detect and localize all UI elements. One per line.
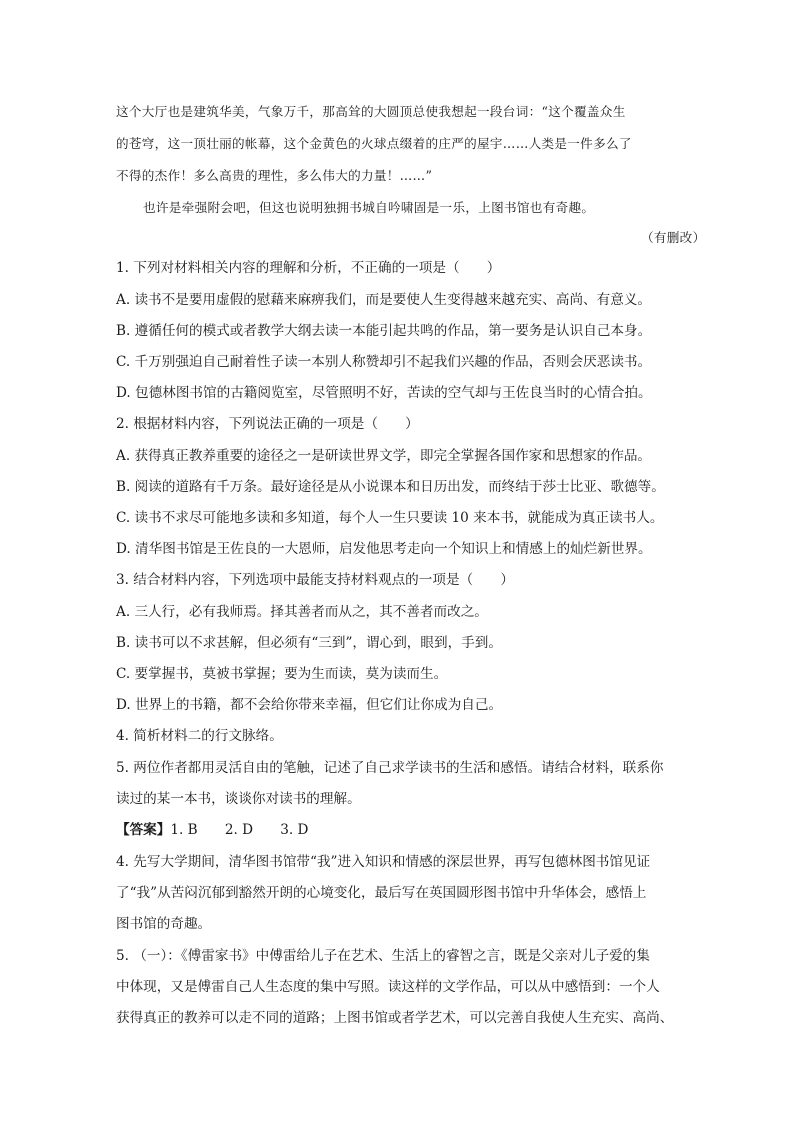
question-1-option-c: C. 千万别强迫自己耐着性子读一本别人称赞却引不起我们兴趣的作品，否则会厌恶读书。	[116, 354, 652, 370]
answer-4-line-1: 4. 先写大学期间，清华图书馆带“我”进入知识和情感的深层世界，再写包德林图书馆见证	[116, 854, 651, 870]
question-3-option-a: A. 三人行，必有我师焉。择其善者而从之，其不善者而改之。	[116, 604, 488, 620]
answer-values: 1. B 2. D 3. D	[170, 822, 309, 838]
answer-4-line-2: 了“我”从苦闷沉郁到豁然开朗的心境变化，最后写在英国圆形图书馆中升华体会，感悟上	[116, 885, 647, 901]
passage-line-4: 也许是牵强附会吧，但这也说明独拥书城自吟啸固是一乐，上图书馆也有奇趣。	[143, 200, 595, 215]
question-1-option-d: D. 包德林图书馆的古籍阅览室，尽管照明不好，苦读的空气却与王佐良当时的心情合拍。	[116, 385, 652, 401]
passage-line-3: 不得的杰作！多么高贵的理性，多么伟大的力量！……”	[116, 168, 433, 183]
question-2-option-c: C. 读书不求尽可能地多读和多知道，每个人一生只要读 10 来本书，就能成为真正读书人。	[116, 510, 664, 526]
passage-line-2: 的苍穹，这一顶壮丽的帐幕，这个金黄色的火球点缀着的庄严的屋宇……人类是一件多么了	[116, 136, 632, 151]
question-1-option-b: B. 遵循任何的模式或者教学大纲去读一本能引起共鸣的作品，第一要务是认识自己本身。	[116, 323, 652, 339]
passage-source: （有删改）	[641, 230, 706, 245]
answer-line	[116, 820, 308, 840]
question-4: 4. 简析材料二的行文脉络。	[116, 728, 283, 744]
question-2-option-b: B. 阅读的道路有千万条。最好途径是从小说课本和日历出发，而终结于莎士比亚、歌德等。	[116, 479, 665, 495]
answer-5-line-1: 5. （一）：《傅雷家书》中傅雷给儿子在艺术、生活上的睿智之言，既是父亲对儿子爱的集	[116, 948, 650, 964]
question-5-line-1: 5. 两位作者都用灵活自由的笔触，记述了自己求学读书的生活和感悟。请结合材料，联系你	[116, 760, 664, 776]
question-2-option-d: D. 清华图书馆是王佐良的一大恩师，启发他思考走向一个知识上和情感上的灿烂新世界。	[116, 541, 652, 557]
question-2-option-a: A. 获得真正教养重要的途径之一是研读世界文学，即完全掌握各国作家和思想家的作品。	[116, 448, 652, 464]
question-1-option-a: A. 读书不是要用虚假的慰藉来麻痹我们，而是要使人生变得越来越充实、高尚、有意义。	[116, 292, 652, 308]
passage-line-1: 这个大厅也是建筑华美，气象万千，那高耸的大圆顶总使我想起一段台词：“这个覆盖众生	[116, 104, 626, 119]
answer-5-line-3: 获得真正的教养可以走不同的道路；上图书馆或者学艺术，可以完善自我使人生充实、高尚、	[116, 1010, 674, 1026]
question-5-line-2: 读过的某一本书，谈谈你对读书的理解。	[116, 791, 361, 807]
answer-4-line-3: 图书馆的奇趣。	[116, 916, 212, 932]
answer-tag: 【答案】	[116, 822, 171, 838]
question-2-stem: 2. 根据材料内容，下列说法正确的一项是（ ）	[116, 416, 419, 432]
question-3-option-d: D. 世界上的书籍，都不会给你带来幸福，但它们让你成为自己。	[116, 697, 503, 713]
question-3-option-c: C. 要掌握书，莫被书掌握；要为生而读，莫为读而生。	[116, 666, 448, 682]
answer-5-line-2: 中体现，又是傅雷自己人生态度的集中写照。读这样的文学作品，可以从中感悟到：一个人	[116, 979, 660, 995]
question-3-stem: 3. 结合材料内容，下列选项中最能支持材料观点的一项是（ ）	[116, 572, 514, 588]
question-1-stem: 1. 下列对材料相关内容的理解和分析，不正确的一项是（ ）	[116, 260, 501, 276]
question-3-option-b: B. 读书可以不求甚解，但必须有“三到”，谓心到，眼到，手到。	[116, 635, 502, 651]
